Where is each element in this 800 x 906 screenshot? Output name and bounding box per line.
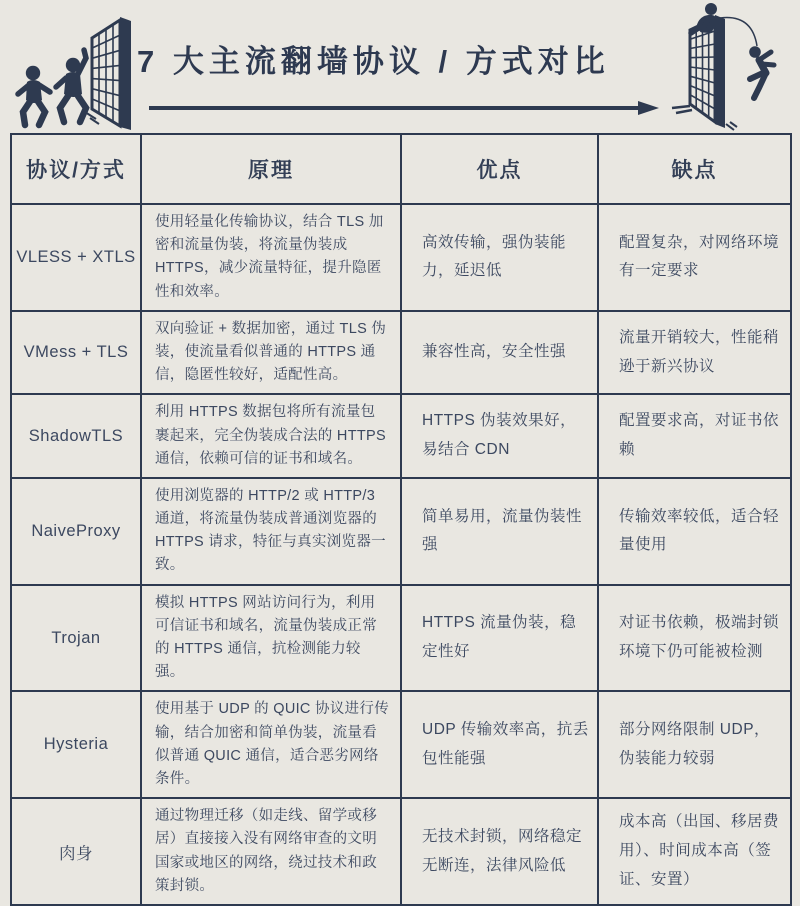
pros-cell: 无技术封锁，网络稳定无断连，法律风险低 (401, 798, 598, 905)
pros-cell: HTTPS 伪装效果好，易结合 CDN (401, 394, 598, 478)
table-header-row (11, 134, 791, 204)
principle-cell: 模拟 HTTPS 网站访问行为，利用可信证书和域名，流量伪装成正常的 HTTPS 通信，抗检测能力较强。 (141, 585, 401, 692)
cons-cell: 部分网络限制 UDP，伪装能力较弱 (598, 691, 791, 798)
person-climbing-over-wall-icon (658, 2, 796, 132)
table-row (11, 691, 791, 798)
pros-cell: HTTPS 流量伪装，稳定性好 (401, 585, 598, 692)
table-row (11, 478, 791, 585)
right-arrow-icon (146, 100, 661, 116)
header (0, 0, 800, 133)
table-row (11, 585, 791, 692)
cons-cell: 配置要求高，对证书依赖 (598, 394, 791, 478)
people-facing-wall-icon (6, 8, 146, 130)
cons-cell: 流量开销较大，性能稍逊于新兴协议 (598, 311, 791, 395)
cons-cell: 成本高（出国、移居费用）、时间成本高（签证、安置） (598, 798, 791, 905)
header-protocol: 协议/方式 (11, 134, 141, 204)
principle-cell: 使用浏览器的 HTTP/2 或 HTTP/3 通道，将流量伪装成普通浏览器的 HTTPS 请求，特征与真实浏览器一致。 (141, 478, 401, 585)
pros-cell: 简单易用，流量伪装性强 (401, 478, 598, 585)
table-row (11, 798, 791, 905)
table-row (11, 394, 791, 478)
header-principle: 原理 (141, 134, 401, 204)
comparison-table (10, 133, 790, 906)
principle-cell: 使用基于 UDP 的 QUIC 协议进行传输，结合加密和简单伪装，流量看似普通 QUIC 通信，适合恶劣网络条件。 (141, 691, 401, 798)
cons-cell: 配置复杂，对网络环境有一定要求 (598, 204, 791, 311)
principle-cell: 双向验证 + 数据加密，通过 TLS 伪装，使流量看似普通的 HTTPS 通信，隐匿性较好，适配性高。 (141, 311, 401, 395)
protocol-name-cell: NaiveProxy (11, 478, 141, 585)
pros-cell: UDP 传输效率高，抗丢包性能强 (401, 691, 598, 798)
page-title: 7 大主流翻墙协议 / 方式对比 (137, 44, 610, 79)
pros-cell: 高效传输，强伪装能力，延迟低 (401, 204, 598, 311)
protocol-name-cell: ShadowTLS (11, 394, 141, 478)
table-row (11, 204, 791, 311)
cons-cell: 对证书依赖，极端封锁环境下仍可能被检测 (598, 585, 791, 692)
protocol-name-cell: 肉身 (11, 798, 141, 905)
principle-cell: 使用轻量化传输协议，结合 TLS 加密和流量伪装，将流量伪装成 HTTPS，减少流量特征，提升隐匿性和效率。 (141, 204, 401, 311)
principle-cell: 利用 HTTPS 数据包将所有流量包裹起来，完全伪装成合法的 HTTPS 通信，依赖可信的证书和域名。 (141, 394, 401, 478)
protocol-name-cell: Hysteria (11, 691, 141, 798)
protocol-name-cell: Trojan (11, 585, 141, 692)
principle-cell: 通过物理迁移（如走线、留学或移居）直接接入没有网络审查的文明国家或地区的网络，绕过技术和政策封锁。 (141, 798, 401, 905)
protocol-name-cell: VLESS + XTLS (11, 204, 141, 311)
header-pros: 优点 (401, 134, 598, 204)
cons-cell: 传输效率较低，适合轻量使用 (598, 478, 791, 585)
protocol-name-cell: VMess + TLS (11, 311, 141, 395)
table-row (11, 311, 791, 395)
header-cons: 缺点 (598, 134, 791, 204)
pros-cell: 兼容性高，安全性强 (401, 311, 598, 395)
